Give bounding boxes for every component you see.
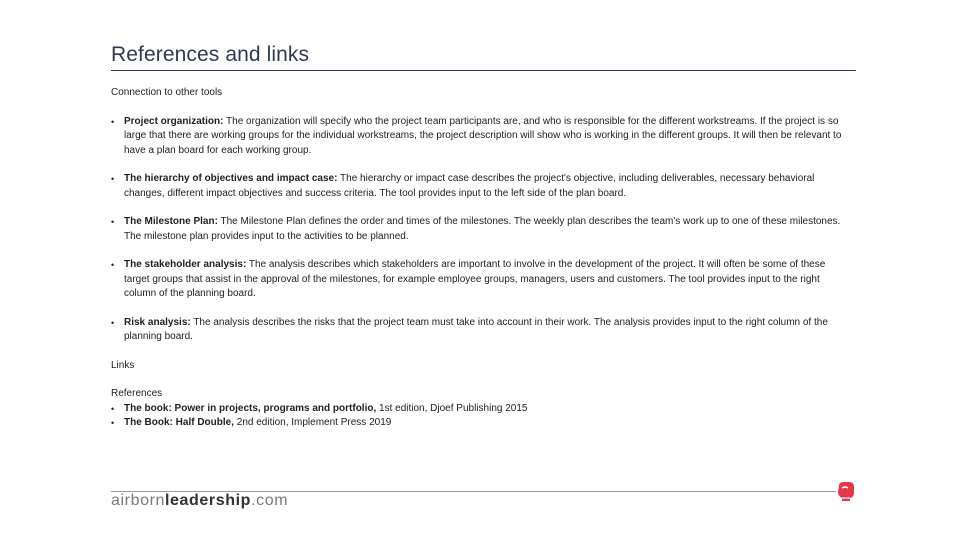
- logo-part-3: .com: [251, 492, 289, 509]
- reference-label: The Book: Half Double,: [124, 417, 234, 428]
- item-label: Project organization:: [124, 115, 224, 127]
- item-label: The Milestone Plan:: [124, 216, 218, 227]
- logo-part-1: airborn: [111, 492, 166, 509]
- reference-text: 1st edition, Djoef Publishing 2015: [376, 402, 528, 414]
- list-item: [111, 172, 846, 201]
- reference-item: [111, 402, 846, 417]
- item-text: The organization will specify who the project team participants are, and who is responsible for the different workstreams. If the project is so large that there are working groups for the individual workstreams, the project description will show who is working in the different groups. It will then be relevant to have a plan board for each working group.: [124, 115, 842, 156]
- item-text: The analysis describes the risks that the project team must take into account in their work. The analysis provides input to the right column of the planning board.: [124, 316, 828, 342]
- item-label: The stakeholder analysis:: [124, 259, 247, 270]
- links-heading: Links: [111, 359, 135, 371]
- list-item: [111, 258, 846, 302]
- content-body: [111, 86, 846, 431]
- item-label: The hierarchy of objectives and impact case:: [124, 173, 338, 184]
- page-title: References and links: [111, 43, 310, 66]
- title-divider: [111, 70, 856, 71]
- reference-item: [111, 416, 846, 431]
- reference-label: The book: Power in projects, programs and portfolio,: [124, 402, 377, 414]
- logo-part-2: leadership: [165, 492, 252, 509]
- reference-text: 2nd edition, Implement Press 2019: [234, 417, 392, 428]
- subheading: Connection to other tools: [111, 87, 223, 98]
- item-text: The hierarchy or impact case describes the project's objective, including deliverables, necessary behavioral changes, different impact objectives and success criteria. The tool provides input to the left side of the plan board.: [124, 173, 815, 199]
- item-text: The Milestone Plan defines the order and times of the milestones. The weekly plan describes the team's work up to one of these milestones. The milestone plan provides input to the activities to be planned.: [124, 216, 841, 242]
- list-item: [111, 215, 846, 244]
- boxing-glove-icon: [834, 480, 858, 504]
- references-heading: References: [111, 388, 163, 399]
- list-item: [111, 316, 846, 345]
- brand-logo: [111, 492, 288, 510]
- item-text: The analysis describes which stakeholders are important to involve in the development of the project. It will often be some of these target groups that assist in the approval of the milestones, for example employee groups, managers, users and customers. The tool provides input to the right column of the planning board.: [124, 259, 826, 299]
- list-item: [111, 115, 846, 159]
- item-label: Risk analysis:: [124, 316, 191, 328]
